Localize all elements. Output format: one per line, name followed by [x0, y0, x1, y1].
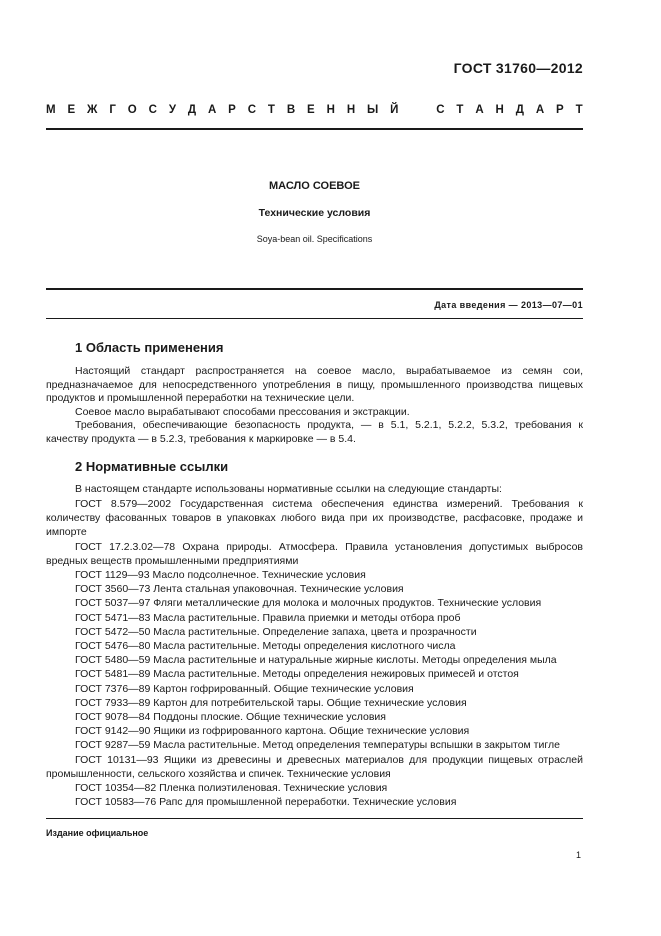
banner-letter: Н: [346, 104, 356, 116]
reference-item: ГОСТ 5481—89 Масла растительные. Методы определения нежировых примесей и отстоя: [75, 668, 519, 681]
section-1-paragraph: Настоящий стандарт распространяется на соевое масло, вырабатываемое из семян сои, предназначаемое для непосредственного употребления в пищу, промышленного производства пищевых продуктов и промышленной переработки на технические цели.: [46, 365, 583, 405]
reference-item: ГОСТ 5471—83 Масла растительные. Правила приемки и методы отбора проб: [75, 611, 461, 624]
interstate-standard-banner: [46, 104, 583, 116]
reference-item: ГОСТ 3560—73 Лента стальная упаковочная. Технические условия: [75, 583, 404, 596]
document-title: МАСЛО СОЕВОЕ: [269, 180, 360, 192]
page-number: 1: [575, 850, 581, 860]
banner-letter: А: [475, 104, 484, 116]
banner-letter: Т: [575, 104, 583, 116]
reference-item: ГОСТ 17.2.3.02—78 Охрана природы. Атмосфера. Правила установления допустимых выбросов вредных веществ промышленными предприятиями: [46, 540, 583, 567]
banner-letter: Н: [495, 104, 504, 116]
banner-letter: М: [46, 104, 56, 116]
reference-item: ГОСТ 10583—76 Рапс для промышленной переработки. Технические условия: [75, 796, 457, 809]
reference-item: ГОСТ 1129—93 Масло подсолнечное. Технические условия: [75, 569, 366, 582]
reference-item: ГОСТ 5037—97 Фляги металлические для молока и молочных продуктов. Технические условия: [75, 597, 542, 610]
banner-letter: В: [286, 104, 296, 116]
reference-item: ГОСТ 10354—82 Пленка полиэтиленовая. Технические условия: [75, 782, 388, 795]
banner-letter: Ы: [367, 104, 379, 116]
introduction-date: Дата введения — 2013—07—01: [434, 300, 583, 310]
banner-letter: Р: [556, 104, 564, 116]
reference-item: ГОСТ 10131—93 Ящики из древесины и древесных материалов для продукции пищевых отраслей промышленности, сельского хозяйства и спичек. Технические условия: [46, 753, 583, 780]
section-1-heading: 1 Область применения: [75, 340, 224, 355]
banner-letter: С: [247, 104, 257, 116]
section-1-paragraph: Соевое масло вырабатывают способами прессования и экстракции.: [75, 405, 410, 418]
document-subtitle: Технические условия: [258, 207, 371, 219]
banner-letter: О: [127, 104, 137, 116]
banner-letter: С: [148, 104, 157, 116]
footer-rule: [46, 818, 583, 819]
banner-letter: Д: [187, 104, 197, 116]
banner-letter: Ж: [87, 104, 98, 116]
date-rule: [46, 318, 583, 319]
standard-number: ГОСТ 31760—2012: [453, 60, 583, 76]
banner-letter: Е: [67, 104, 76, 116]
reference-item: ГОСТ 5472—50 Масла растительные. Определение запаха, цвета и прозрачности: [75, 625, 477, 638]
reference-item: ГОСТ 9142—90 Ящики из гофрированного картона. Общие технические условия: [75, 725, 470, 738]
reference-item: ГОСТ 9287—59 Масла растительные. Метод определения температуры вспышки в закрытом тигле: [75, 739, 560, 752]
banner-letter: А: [207, 104, 217, 116]
section-2-intro: [46, 483, 583, 497]
banner-letter: Т: [267, 104, 275, 116]
reference-item: ГОСТ 5480—59 Масла растительные и натуральные жирные кислоты. Методы определения мыла: [75, 654, 557, 667]
title-rule: [46, 288, 583, 290]
section-2-heading: 2 Нормативные ссылки: [75, 459, 229, 474]
banner-letter: С: [436, 104, 445, 116]
banner-letter: Д: [515, 104, 524, 116]
english-title: Soya-bean oil. Specifications: [256, 234, 373, 244]
reference-item: ГОСТ 7376—89 Картон гофрированный. Общие технические условия: [75, 682, 414, 695]
banner-letter: Р: [228, 104, 236, 116]
section-1-body: [46, 365, 583, 447]
normative-references-list: [46, 497, 583, 809]
reference-item: ГОСТ 8.579—2002 Государственная система обеспечения единства измерений. Требования к количеству фасованных товаров в упаковках любого вида при их производстве, расфасовке, продаже и импорте: [46, 498, 583, 539]
banner-letter: Т: [456, 104, 464, 116]
official-edition-label: Издание официальное: [46, 828, 149, 838]
reference-item: ГОСТ 7933—89 Картон для потребительской тары. Общие технические условия: [75, 696, 467, 709]
reference-item: ГОСТ 9078—84 Поддоны плоские. Общие технические условия: [75, 711, 386, 724]
banner-letter: Е: [307, 104, 315, 116]
reference-item: ГОСТ 5476—80 Масла растительные. Методы определения кислотного числа: [75, 640, 456, 653]
banner-letter: [410, 104, 424, 116]
banner-letter: У: [168, 104, 176, 116]
banner-letter: Н: [326, 104, 335, 116]
banner-letter: Г: [109, 104, 116, 116]
banner-letter: А: [535, 104, 545, 116]
section-1-paragraph: Требования, обеспечивающие безопасность продукта, — в 5.1, 5.2.1, 5.2.2, 5.3.2, требования к качеству продукта — в 5.2.3, требования к маркировке — в 5.4.: [46, 419, 583, 445]
header-rule: [46, 128, 583, 130]
section-2-intro-text: В настоящем стандарте использованы нормативные ссылки на следующие стандарты:: [75, 483, 502, 495]
banner-letter: Й: [390, 104, 399, 116]
